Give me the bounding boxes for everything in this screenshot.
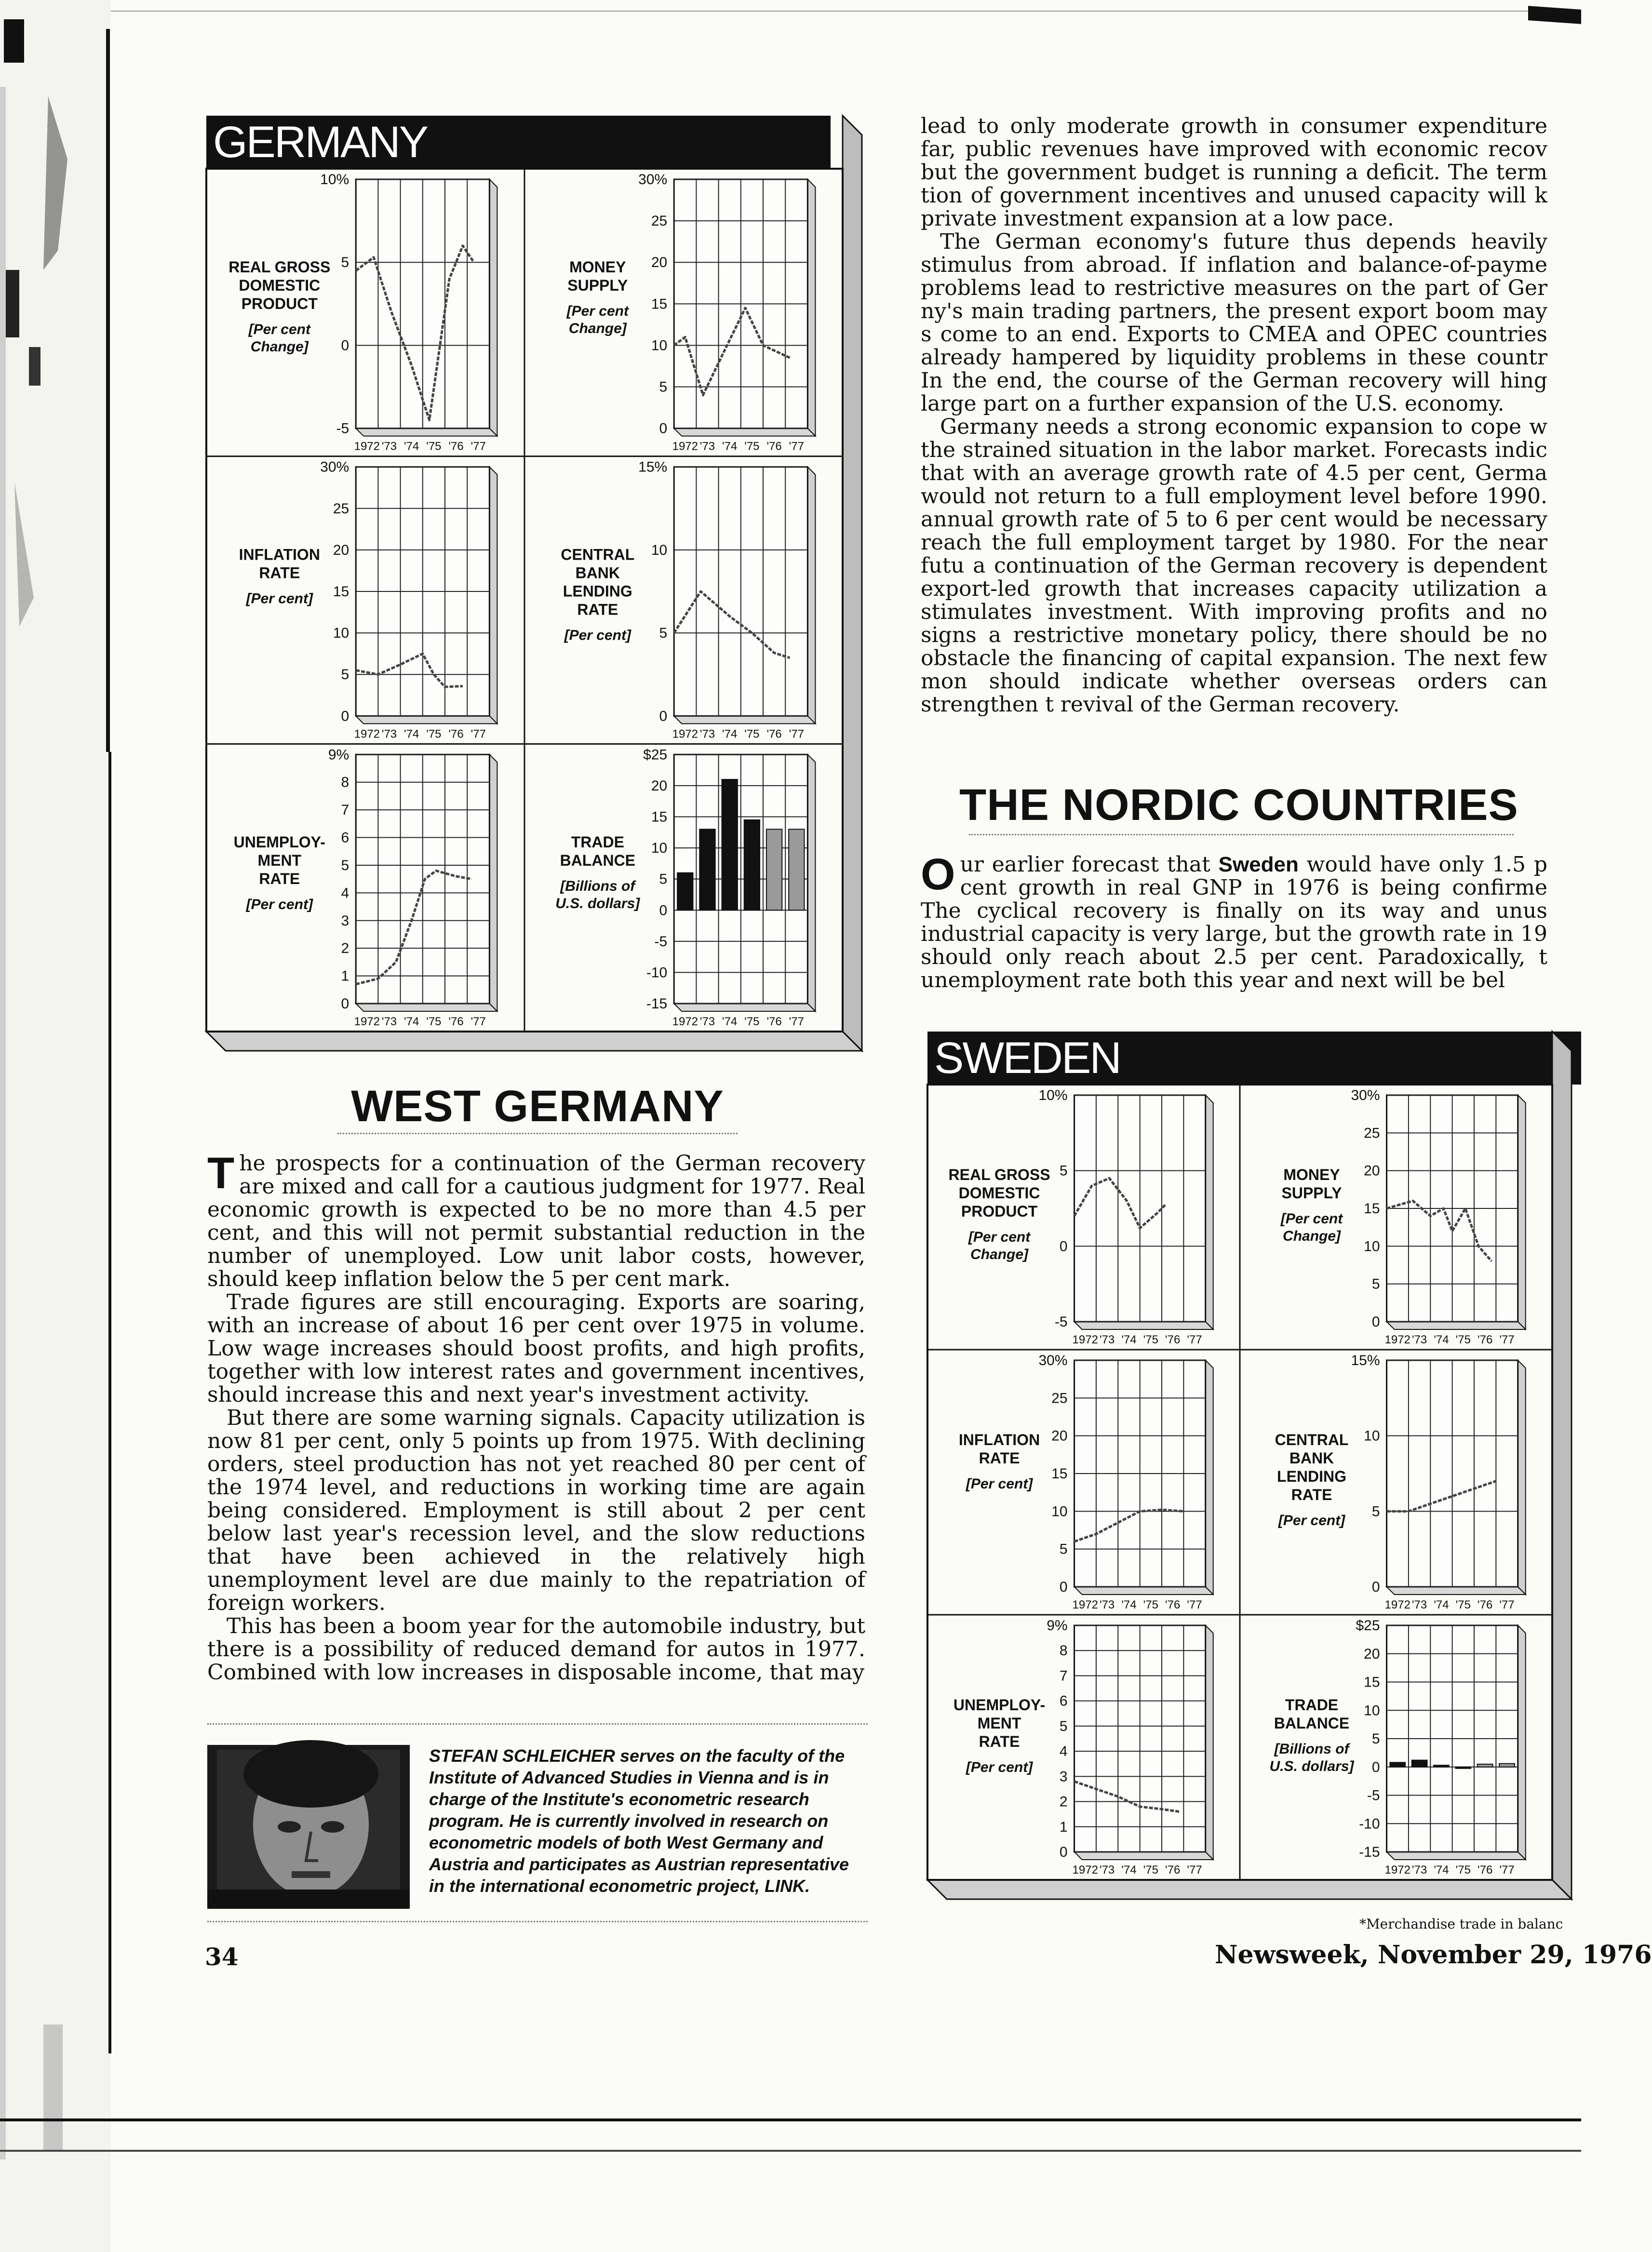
chart-label: REAL GROSS [948,1166,1050,1183]
chart-label: DOMESTIC [239,276,321,294]
y-tick-label: 15 [1364,1674,1380,1690]
sweden-panel-title: SWEDEN [927,1032,1581,1085]
chart-label: RATE [979,1733,1020,1750]
y-tick-label: 2 [341,940,349,957]
x-tick-label: '77 [1187,1863,1202,1877]
panel-bottom-shade [206,1032,862,1051]
x-tick-label: '75 [744,440,760,453]
y-tick-label: 5 [659,871,668,887]
forecast-bar [766,829,782,910]
y-tick-label: 0 [659,902,668,919]
x-tick-label: '76 [1477,1598,1493,1611]
data-bar [699,829,715,910]
chart-label: INFLATION [239,546,320,563]
y-tick-label: 20 [651,255,668,271]
plot-bottom [1074,1587,1213,1595]
x-tick-label: '76 [766,1015,782,1028]
x-tick-label: '73 [381,440,397,453]
y-tick-label: $25 [643,747,668,763]
chart-label: UNEMPLOY- [233,833,325,851]
panel-side-shade [1552,1032,1571,1899]
chart-label: TRADE [571,833,624,851]
x-tick-label: '74 [1434,1863,1449,1877]
data-bar [1412,1760,1427,1767]
y-tick-label: 5 [1059,1718,1068,1734]
x-tick-label: 1972 [1384,1598,1410,1611]
y-tick-label: 3 [1059,1769,1068,1785]
plot-side [807,467,815,724]
y-tick-label: 30% [1351,1087,1380,1103]
y-tick-label: 0 [1059,1238,1068,1255]
plot-bottom [356,429,497,436]
panel-bottom-shade [927,1880,1571,1899]
forecast-bar [1477,1764,1493,1767]
x-tick-label: '75 [1455,1598,1471,1611]
chart-label: CENTRAL [561,546,635,563]
x-tick-label: '77 [1187,1598,1202,1611]
chart-label: UNEMPLOY- [953,1696,1046,1714]
y-tick-label: -5 [1367,1787,1380,1804]
chart-unit-label: Change] [250,338,309,355]
y-tick-label: 20 [651,777,668,794]
country-name: Sweden [1218,853,1299,876]
plot-side [1206,1625,1213,1860]
y-tick-label: -10 [1359,1816,1380,1832]
plot-side [489,179,497,436]
y-tick-label: 20 [1364,1646,1380,1662]
y-tick-label: -15 [646,996,668,1012]
article-paragraph: But there are some warning signals. Capacity utilization is now 81 per cent, only 5 points up from 1975. With declining orders, steel production has not yet reached 80 per cent of the 1974 level, and reductions in working time are again being considered. Employment is still about 2 per cent below last year's recession level, and the slow reductions that have been achieved in the relatively high unemployment level are due mainly to the repatriation of foreign workers. [207,1406,865,1615]
chart-unit-label: [Per cent] [246,590,313,607]
y-tick-label: 10 [651,542,668,558]
chart-label: INFLATION [958,1431,1040,1448]
paragraph-text: he prospects for a continuation of the German recovery are mixed and call for a cautious judgment for 1977. Real economic growth is expected to be no more than 4.5 per cent, and this will not permit substantial reduction in the number of unemployed. Low unit labor costs, however, should keep inflation below the 5 per cent mark. [207,1151,865,1291]
y-tick-label: -5 [1054,1314,1068,1330]
x-tick-label: 1972 [1072,1863,1098,1877]
x-tick-label: 1972 [354,1015,380,1028]
x-tick-label: '76 [448,1015,464,1028]
x-tick-label: '76 [1165,1863,1181,1877]
x-tick-label: '76 [448,440,464,453]
x-tick-label: '74 [722,440,738,453]
y-tick-label: 15 [651,296,668,312]
y-tick-label: 25 [1051,1390,1068,1407]
chart-unit-label: [Per cent [1280,1211,1343,1227]
y-tick-label: 0 [1059,1579,1068,1595]
chart-label: BALANCE [1274,1715,1350,1732]
bio-bottom-rule [207,1921,868,1922]
plot-bottom [674,429,815,436]
chart-unit-label: [Per cent] [966,1476,1033,1492]
x-tick-label: '74 [722,1015,738,1028]
chart-unit-label: [Per cent] [564,627,631,643]
plot-side [1518,1625,1526,1860]
chart-label: MENT [257,852,302,870]
y-tick-label: 30% [1038,1353,1068,1368]
y-tick-label: 0 [1371,1759,1380,1775]
x-tick-label: '73 [1099,1863,1115,1877]
plot-bottom [1387,1852,1526,1860]
x-tick-label: '75 [426,440,442,453]
x-tick-label: '76 [1165,1598,1181,1611]
y-tick-label: 8 [341,774,349,791]
plot-side [1206,1095,1213,1329]
y-tick-label: 20 [333,542,349,558]
y-tick-label: 0 [659,708,668,724]
bottom-edge-rule-2 [0,2150,1581,2152]
chart-label: MONEY [569,258,626,276]
x-tick-label: '74 [1434,1333,1449,1346]
x-tick-label: '76 [448,727,464,741]
article-paragraph: The German economy's future thus depends heavily stimulus from abroad. If inflation and balance-of-payme problems lead to restrictive measures on the part of Ger ny's main trading partners, the present export boom may s come to an end. Exports to CMEA and OPEC countries already hampered by liquidity problems in these countr In the end, the course of the German recovery will hing large part on a further expansion of the U.S. economy. [921,229,1547,416]
chart-label: RATE [577,601,618,618]
chart-unit-label: Change] [568,320,627,336]
x-tick-label: 1972 [1072,1598,1098,1611]
y-tick-label: -5 [336,420,349,437]
x-tick-label: 1972 [672,1015,698,1028]
x-tick-label: '74 [1121,1598,1137,1611]
y-tick-label: 3 [341,912,349,929]
chart-label: BANK [575,564,620,582]
x-tick-label: '75 [744,727,760,741]
x-tick-label: '75 [426,1015,442,1028]
chart-label: TRADE [1285,1696,1339,1714]
chart-unit-label: U.S. dollars] [555,896,640,912]
y-tick-label: 6 [1059,1693,1068,1709]
plot-bottom [356,1004,497,1011]
x-tick-label: '73 [1411,1333,1427,1346]
drop-cap: T [207,1149,235,1198]
y-tick-label: 15 [651,809,668,825]
x-tick-label: '77 [1499,1863,1515,1877]
forecast-bar [1499,1764,1515,1767]
plot-side [1518,1360,1526,1595]
y-tick-label: 10 [1364,1702,1380,1719]
y-tick-label: 10 [651,840,668,857]
x-tick-label: '75 [1455,1333,1471,1346]
page-number: 34 [205,1943,239,1971]
chart-label: SUPPLY [567,276,628,294]
x-tick-label: '75 [744,1015,760,1028]
plot-bottom [1387,1587,1526,1595]
y-tick-label: 9% [1047,1618,1068,1634]
x-tick-label: '74 [1121,1333,1137,1346]
x-tick-label: '76 [1477,1333,1493,1346]
chart-unit-label: [Per cent] [1278,1513,1345,1528]
y-tick-label: 0 [341,996,349,1012]
y-tick-label: 0 [341,708,349,724]
x-tick-label: 1972 [672,727,698,741]
y-tick-label: 10 [1364,1428,1380,1444]
y-tick-label: 5 [1371,1731,1380,1747]
data-bar [1390,1762,1405,1767]
x-tick-label: '77 [1499,1598,1515,1611]
x-tick-label: '73 [1411,1863,1427,1877]
x-tick-label: '75 [1143,1333,1158,1346]
article-paragraph [207,1149,865,1291]
y-tick-label: 15 [1051,1466,1068,1482]
x-tick-label: '75 [1455,1863,1471,1877]
y-tick-label: -5 [654,933,668,950]
plot-bottom [1387,1322,1526,1329]
plot-bottom [1074,1322,1213,1329]
y-tick-label: 15 [333,584,349,600]
x-tick-label: '74 [404,1015,419,1028]
y-tick-label: 25 [333,500,349,517]
y-tick-label: 10 [333,625,349,642]
x-tick-label: '73 [381,727,397,741]
chart-label: MONEY [1283,1166,1340,1183]
chart-label: LENDING [563,582,632,600]
y-tick-label: 4 [1059,1743,1068,1760]
x-tick-label: '76 [766,440,782,453]
article-paragraph: lead to only moderate growth in consumer expenditure far, public revenues have improved with economic recov but the government budget is running a deficit. The term tion of government incentives and unused capacity will k private investment expansion at a low pace. [921,114,1547,231]
paragraph-text: would have only 1.5 p cent growth in real GNP in 1976 is being confirme The cyclical recovery is finally on its way and unus industrial capacity is very large, but the growth rate in 19 should only reach about 2.5 per cent. Paradoxically, t unemployment rate both this year and next will be bel [921,852,1547,992]
x-tick-label: '77 [1187,1333,1202,1346]
y-tick-label: 9% [328,747,349,763]
chart-unit-label: [Per cent] [246,897,313,913]
x-tick-label: '74 [1121,1863,1137,1877]
x-tick-label: '77 [789,1015,804,1028]
germany-chart-panel [206,116,872,1060]
y-tick-label: 25 [651,213,668,229]
nordic-article [921,850,1547,992]
author-bio: STEFAN SCHLEICHER serves on the faculty of the Institute of Advanced Studies in Vienna and is in charge of the Institute's econometric research program. He is currently involved in research on econometric models of both West Germany and Austria and participates as Austrian representative in the international econometric project, LINK. [429,1746,849,1896]
article-paragraph: This has been a boom year for the automobile industry, but there is a possibility of reduced demand for autos in 1977. Combined with low increases in disposable income, that may [207,1614,865,1685]
y-tick-label: 0 [341,337,349,354]
x-tick-label: '75 [1143,1863,1158,1877]
west-germany-article [207,1149,865,1685]
y-tick-label: 10 [1364,1238,1380,1255]
x-tick-label: '73 [1411,1598,1427,1611]
plot-side [1518,1095,1526,1329]
x-tick-label: '77 [789,727,804,741]
paragraph-text: ur earlier forecast that [960,852,1219,877]
y-tick-label: 10% [320,172,349,188]
y-tick-label: 7 [1059,1668,1068,1684]
y-tick-label: 15 [1364,1201,1380,1217]
x-tick-label: '73 [381,1015,397,1028]
x-tick-label: 1972 [354,440,380,453]
x-tick-label: 1972 [672,440,698,453]
y-tick-label: 20 [1364,1163,1380,1179]
footnote: *Merchandise trade in balanc [1359,1916,1563,1932]
x-tick-label: '77 [1499,1333,1515,1346]
data-bar [722,779,738,910]
x-tick-label: 1972 [354,727,380,741]
x-tick-label: '74 [404,727,419,741]
y-tick-label: 15% [638,459,668,475]
y-tick-label: 5 [1059,1163,1068,1179]
x-tick-label: '77 [470,727,486,741]
chart-label: RATE [1291,1486,1332,1503]
y-tick-label: 7 [341,802,349,818]
y-tick-label: 30% [638,172,668,188]
x-tick-label: '73 [699,1015,715,1028]
y-tick-label: 1 [341,968,349,984]
sweden-chart-panel [927,1032,1581,1909]
y-tick-label: 5 [1059,1541,1068,1557]
y-tick-label: 4 [341,885,349,901]
x-tick-label: 1972 [1384,1333,1410,1346]
panel-side-shade [843,116,862,1051]
x-tick-label: '75 [426,727,442,741]
y-tick-label: 5 [1371,1503,1380,1520]
x-tick-label: '76 [1477,1863,1493,1877]
chart-label: PRODUCT [241,295,318,312]
y-tick-label: 10% [1038,1087,1068,1103]
chart-label: CENTRAL [1275,1431,1349,1448]
data-bar [1455,1767,1471,1769]
y-tick-label: 10 [651,337,668,354]
chart-label: RATE [979,1449,1020,1467]
x-tick-label: '74 [404,440,419,453]
data-bar [677,873,693,911]
chart-unit-label: [Per cent] [966,1759,1033,1775]
chart-label: MENT [977,1715,1021,1732]
y-tick-label: 5 [659,379,668,395]
west-germany-headline: WEST GERMANY [351,1082,724,1131]
x-tick-label: 1972 [1384,1863,1410,1877]
germany-panel-title: GERMANY [206,116,831,169]
y-tick-label: 25 [1364,1125,1380,1141]
continued-article [921,115,1547,716]
chart-label: PRODUCT [961,1203,1038,1220]
chart-unit-label: [Per cent [968,1229,1031,1245]
chart-unit-label: U.S. dollars] [1269,1758,1354,1774]
y-tick-label: 5 [659,625,668,642]
plot-side [489,754,497,1011]
bio-divider-rule [207,1723,868,1725]
y-tick-label: 5 [341,667,349,683]
drop-cap: O [921,850,955,899]
x-tick-label: 1972 [1072,1333,1098,1346]
x-tick-label: '76 [1165,1333,1181,1346]
headline-underline [337,1133,738,1134]
x-tick-label: '76 [766,727,782,741]
x-tick-label: '74 [722,727,738,741]
y-tick-label: -10 [646,965,668,981]
forecast-bar [789,829,804,910]
top-edge-rule [111,11,1557,12]
chart-unit-label: [Billions of [560,878,635,895]
chart-label: LENDING [1277,1468,1347,1485]
chart-label: SUPPLY [1281,1184,1342,1202]
plot-bottom [356,716,497,724]
y-tick-label: 30% [320,459,349,475]
y-tick-label: 15% [1351,1353,1380,1368]
plot-bottom [674,1004,815,1011]
x-tick-label: '74 [1434,1598,1449,1611]
chart-label: REAL GROSS [228,258,331,276]
plot-bottom [1074,1852,1213,1860]
chart-label: BALANCE [560,852,636,870]
plot-side [807,179,815,436]
chart-label: RATE [259,870,300,888]
chart-label: BANK [1289,1449,1334,1467]
y-tick-label: $25 [1356,1618,1380,1634]
author-photo [207,1745,410,1909]
x-tick-label: '73 [1099,1333,1115,1346]
y-tick-label: 8 [1059,1643,1068,1659]
article-paragraph: Germany needs a strong economic expansion to cope w the strained situation in the labor market. Forecasts indic that with an average growth rate of 4.5 per cent, Germa would not return to a full employment level before 1990. annual growth rate of 5 to 6 per cent would be necessary reach the full employment target by 1980. For the near futu a continuation of the German recovery is dependent export-led growth that increases capacity utilization a stimulates investment. With improving profits and no signs a restrictive monetary policy, there should be no obstacle the financing of capital expansion. The next few mon should indicate whether overseas orders can strengthen t revival of the German recovery. [921,415,1547,717]
nordic-headline: THE NORDIC COUNTRIES [959,780,1518,830]
y-tick-label: 6 [341,830,349,846]
y-tick-label: 0 [659,420,668,437]
top-right-tear [1528,6,1581,24]
y-tick-label: 1 [1059,1819,1068,1835]
data-bar [1434,1765,1449,1767]
y-tick-label: -15 [1359,1844,1380,1860]
x-tick-label: '73 [699,727,715,741]
x-tick-label: '77 [470,440,486,453]
chart-unit-label: [Per cent [248,321,310,337]
data-bar [744,820,760,910]
x-tick-label: '75 [1143,1598,1158,1611]
y-tick-label: 0 [1371,1579,1380,1595]
nordic-headline-underline [969,834,1514,835]
y-tick-label: 10 [1051,1503,1068,1520]
article-paragraph: Trade figures are still encouraging. Exports are soaring, with an increase of about 16 per cent over 1975 in volume. Low wage increases should boost profits, and high profits, together with low interest rates and government incentives, should increase this and next year's investment activity. [207,1290,865,1407]
bottom-edge-rule [0,2118,1581,2121]
plot-bottom [674,716,815,724]
article-paragraph [921,850,1547,992]
chart-unit-label: [Per cent [566,303,629,319]
y-tick-label: 0 [1059,1844,1068,1860]
x-tick-label: '73 [699,440,715,453]
chart-unit-label: Change] [970,1247,1029,1262]
x-tick-label: '77 [470,1015,486,1028]
plot-side [489,467,497,724]
plot-side [807,754,815,1011]
scan-binding-edge [0,0,111,2252]
y-tick-label: 5 [341,857,349,873]
plot-side [1206,1360,1213,1595]
publication-line: Newsweek, November 29, 1976 [1215,1940,1652,1970]
y-tick-label: 0 [1371,1314,1380,1330]
y-tick-label: 20 [1051,1428,1068,1444]
x-tick-label: '73 [1099,1598,1115,1611]
y-tick-label: 5 [1371,1276,1380,1292]
chart-unit-label: Change] [1283,1228,1341,1244]
chart-label: RATE [259,564,300,582]
chart-label: DOMESTIC [958,1184,1040,1202]
x-tick-label: '77 [789,440,804,453]
y-tick-label: 2 [1059,1794,1068,1810]
y-tick-label: 5 [341,255,349,271]
chart-unit-label: [Billions of [1274,1741,1349,1757]
